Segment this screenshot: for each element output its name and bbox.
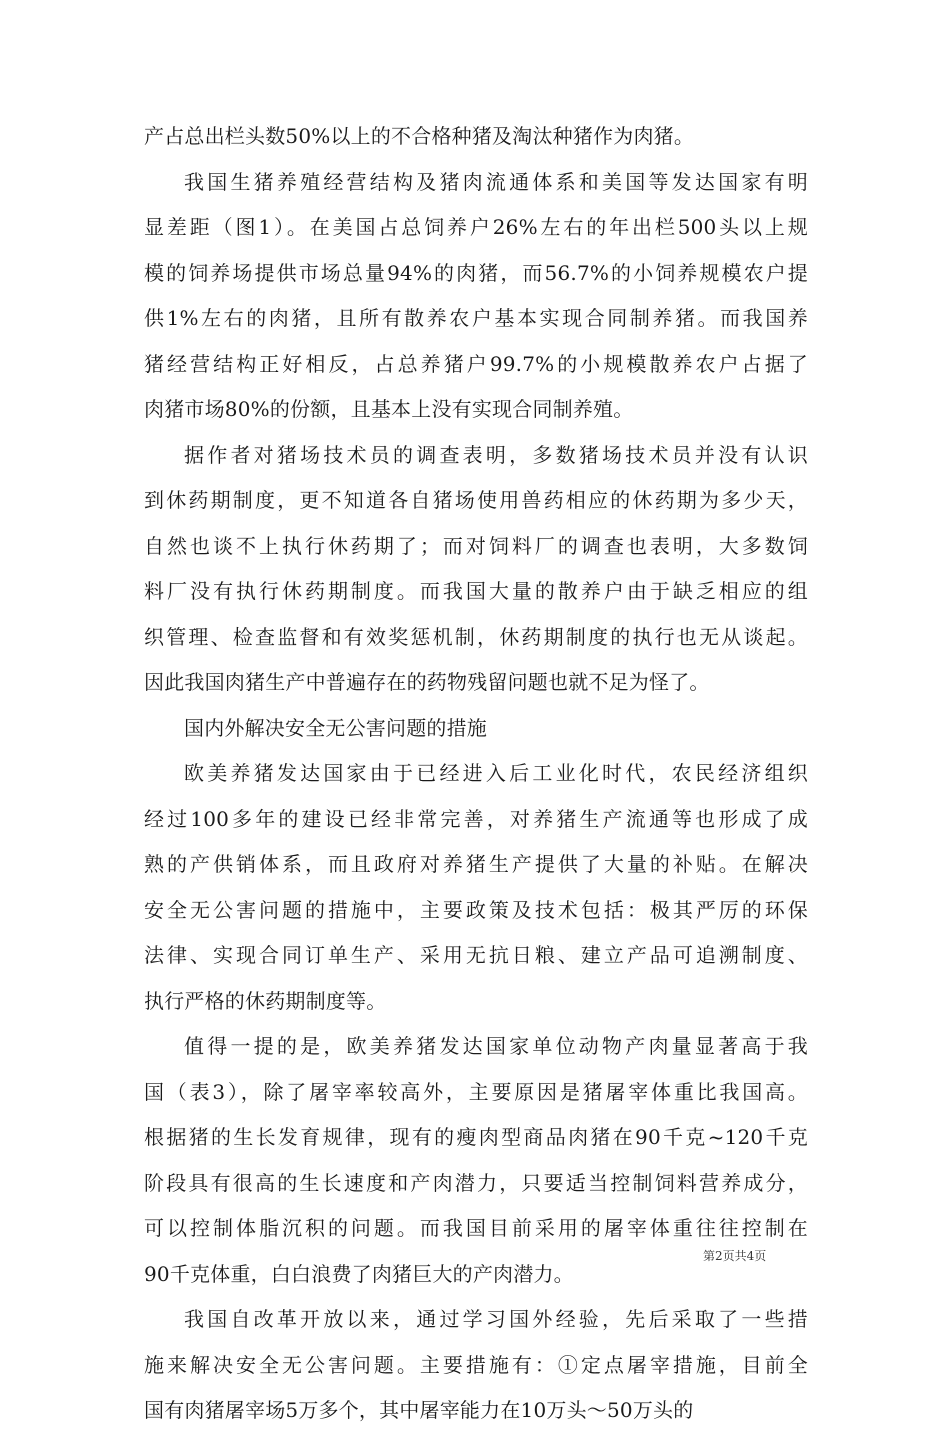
text-line: 执行严格的休药期制度等。 xyxy=(144,988,387,1013)
text-line: 熟的产供销体系，而且政府对养猪生产提供了大量的补贴。在解决 xyxy=(144,852,808,876)
text-line: 供1%左右的肉猪，且所有散养农户基本实现合同制养猪。而我国养 xyxy=(144,306,808,330)
text-line: 猪经营结构正好相反，占总养猪户99.7%的小规模散养农户占据了 xyxy=(144,351,808,376)
text-line: 肉猪市场80%的份额，且基本上没有实现合同制养殖。 xyxy=(144,397,634,421)
text-line: 国内外解决安全无公害问题的措施 xyxy=(184,715,487,740)
text-line: 我国生猪养殖经营结构及猪肉流通体系和美国等发达国家有明 xyxy=(184,169,808,194)
text-line: 据作者对猪场技术员的调查表明，多数猪场技术员并没有认识 xyxy=(184,442,808,467)
text-line: 显差距（图1）。在美国占总饲养户26%左右的年出栏500头以上规 xyxy=(144,215,808,239)
text-line: 织管理、检查监督和有效奖惩机制，休药期制度的执行也无从谈起。 xyxy=(144,624,808,649)
text-line: 法律、实现合同订单生产、采用无抗日粮、建立产品可追溯制度、 xyxy=(144,943,808,967)
text-line: 可以控制体脂沉积的问题。而我国目前采用的屠宰体重往往控制在 xyxy=(144,1216,808,1240)
text-line: 安全无公害问题的措施中，主要政策及技术包括：极其严厉的环保 xyxy=(144,897,808,922)
text-line: 国有肉猪屠宰场5万多个，其中屠宰能力在10万头～50万头的 xyxy=(144,1398,694,1422)
text-line: 值得一提的是，欧美养猪发达国家单位动物产肉量显著高于我 xyxy=(184,1034,808,1058)
text-line: 产占总出栏头数50%以上的不合格种猪及淘汰种猪作为肉猪。 xyxy=(144,124,695,148)
document-body xyxy=(144,114,808,1434)
text-line: 90千克体重，白白浪费了肉猪巨大的产肉潜力。 xyxy=(144,1261,574,1286)
page-number: 第2页共4页 xyxy=(703,1249,767,1263)
text-line: 经过100多年的建设已经非常完善，对养猪生产流通等也形成了成 xyxy=(144,806,808,831)
text-line: 因此我国肉猪生产中普遍存在的药物残留问题也就不足为怪了。 xyxy=(144,670,710,694)
text-line: 我国自改革开放以来，通过学习国外经验，先后采取了一些措 xyxy=(184,1307,808,1331)
text-line: 到休药期制度，更不知道各自猪场使用兽药相应的休药期为多少天， xyxy=(144,488,808,512)
text-line: 阶段具有很高的生长速度和产肉潜力，只要适当控制饲料营养成分， xyxy=(144,1170,808,1195)
text-line: 根据猪的生长发育规律，现有的瘦肉型商品肉猪在90千克~120千克 xyxy=(144,1125,808,1149)
text-line: 料厂没有执行休药期制度。而我国大量的散养户由于缺乏相应的组 xyxy=(144,579,808,603)
text-line: 施来解决安全无公害问题。主要措施有：①定点屠宰措施，目前全 xyxy=(144,1352,808,1377)
text-line: 模的饲养场提供市场总量94%的肉猪，而56.7%的小饲养规模农户提 xyxy=(144,260,808,285)
text-line: 欧美养猪发达国家由于已经进入后工业化时代，农民经济组织 xyxy=(184,761,808,785)
text-line: 国（表3），除了屠宰率较高外，主要原因是猪屠宰体重比我国高。 xyxy=(144,1079,808,1104)
text-line: 自然也谈不上执行休药期了；而对饲料厂的调查也表明，大多数饲 xyxy=(144,533,808,558)
